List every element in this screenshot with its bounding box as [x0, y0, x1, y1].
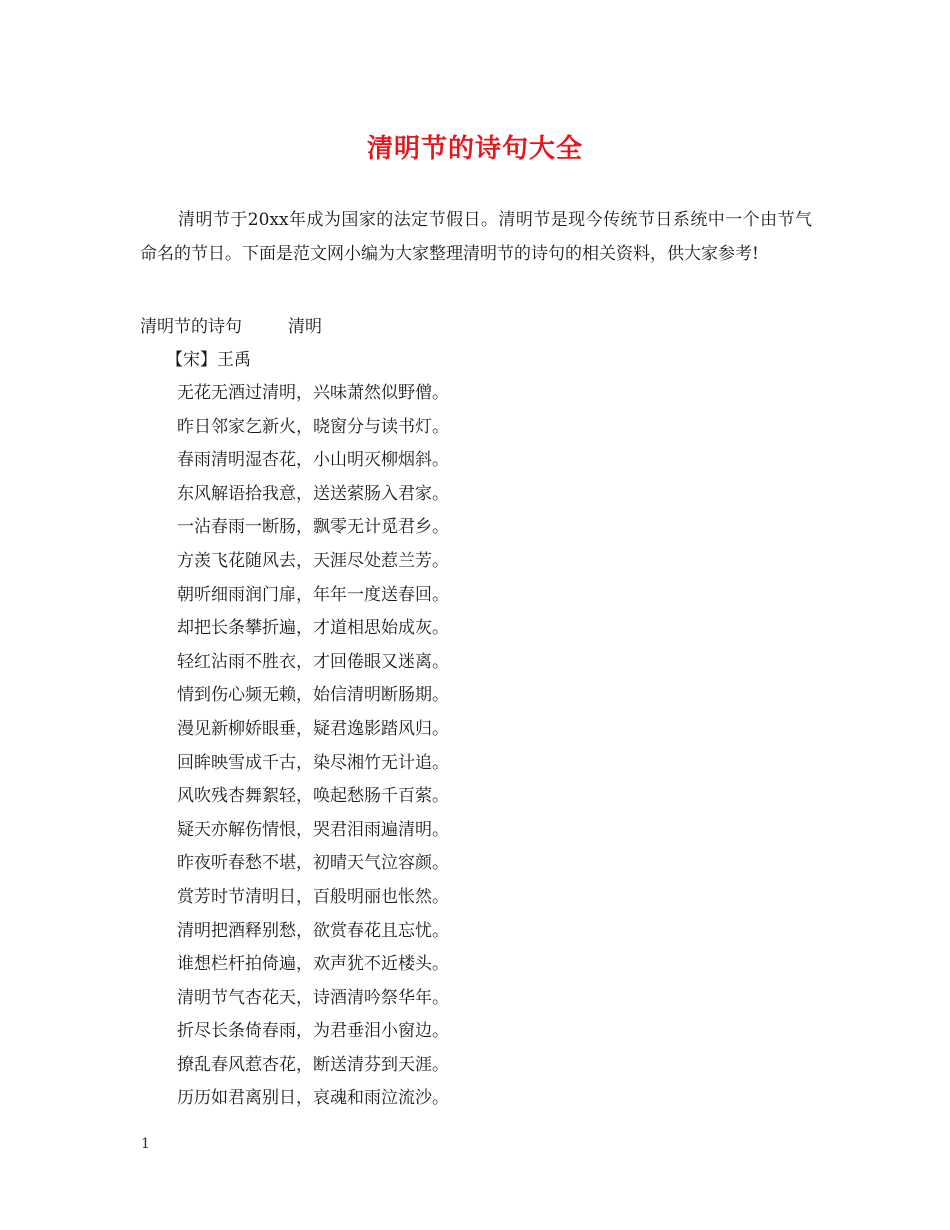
verse-list: [177, 377, 449, 1116]
verse-line: 方羡飞花随风去，天涯尽处惹兰芳。: [177, 550, 449, 571]
verse-line: 折尽长条倚春雨，为君垂泪小窗边。: [177, 1021, 449, 1042]
verse-line: 昨日邻家乞新火，晓窗分与读书灯。: [177, 416, 449, 437]
verse-line: 撩乱春风惹杏花，断送清芬到天涯。: [177, 1054, 449, 1075]
verse-line: 疑天亦解伤情恨，哭君泪雨遍清明。: [177, 819, 449, 840]
verse-line: 朝听细雨润门扉，年年一度送春回。: [177, 584, 449, 605]
verse-line: 情到伤心频无赖，始信清明断肠期。: [177, 685, 449, 706]
verse-line: 历历如君离别日，哀魂和雨泣流沙。: [177, 1088, 449, 1109]
verse-line: 轻红沾雨不胜衣，才回倦眼又迷离。: [177, 651, 449, 672]
verse-line: 清明节气杏花天，诗酒清吟祭华年。: [177, 987, 449, 1008]
verse-line: 东风解语拾我意，送送萦肠入君家。: [177, 483, 449, 504]
verse-line: 回眸映雪成千古，染尽湘竹无计追。: [177, 752, 449, 773]
poem-title: 清明: [288, 317, 322, 337]
verse-line: 清明把酒释别愁，欲赏春花且忘忧。: [177, 920, 449, 941]
page-number: 1: [141, 1136, 150, 1152]
verse-line: 昨夜听春愁不堪，初晴天气泣容颜。: [177, 853, 449, 874]
verse-line: 无花无酒过清明，兴味萧然似野僧。: [177, 383, 449, 403]
poem-author: 【宋】王禹: [166, 350, 251, 370]
verse-line: 一沾春雨一断肠，飘零无计觅君乡。: [177, 517, 449, 538]
intro-paragraph: 清明节于20xx年成为国家的法定节假日。清明节是现今传统节日系统中一个由节气命名的节日。下面是范文网小编为大家整理清明节的诗句的相关资料，供大家参考!: [140, 210, 812, 264]
verse-line: 赏芳时节清明日，百般明丽也怅然。: [177, 886, 449, 907]
document-title: 清明节的诗句大全: [366, 134, 583, 164]
verse-line: 却把长条攀折遍，才道相思始成灰。: [177, 618, 449, 639]
verse-line: 春雨清明湿杏花，小山明灭柳烟斜。: [177, 450, 449, 471]
verse-line: 漫见新柳娇眼垂，疑君逸影踏风归。: [177, 718, 449, 739]
verse-line: 风吹残杏舞絮轻，唤起愁肠千百萦。: [177, 786, 449, 807]
verse-line: 谁想栏杆拍倚遍，欢声犹不近楼头。: [177, 954, 449, 975]
section-heading: [140, 310, 322, 344]
section-label: 清明节的诗句: [140, 317, 242, 337]
